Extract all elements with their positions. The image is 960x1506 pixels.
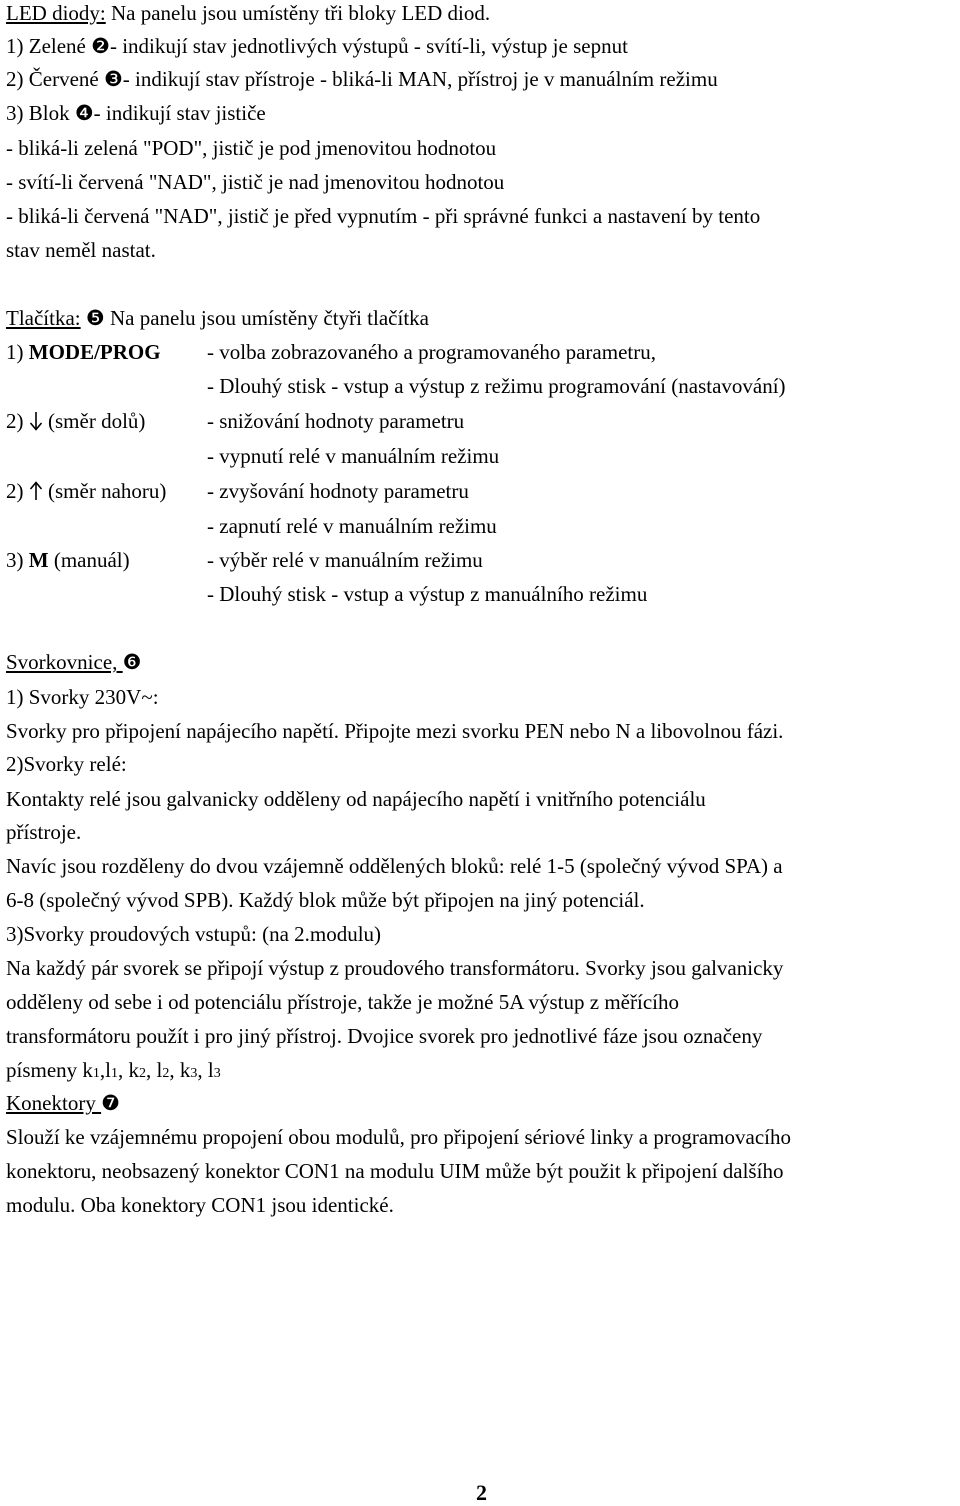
button-1-number: 1)	[6, 340, 29, 364]
led-sub-3-cont: stav neměl nastat.	[6, 238, 156, 262]
button-3-name: (směr nahoru)	[42, 479, 167, 503]
circled-2-icon: ❷	[91, 34, 110, 58]
connectors-desc-1: Slouží ke vzájemnému propojení obou modulů, pro připojení sériové linky a programovacího	[6, 1125, 791, 1149]
terminals-item-3: 3)Svorky proudových vstupů: (na 2.modulu)	[6, 922, 382, 946]
terminal-letter: , l	[197, 1058, 214, 1082]
button-3-number: 2)	[6, 479, 24, 503]
button-1-desc-1: - volba zobrazovaného a programovaného parametru,	[207, 340, 656, 364]
terminals-heading-line	[6, 649, 141, 675]
button-1-label	[6, 339, 161, 365]
led-title: LED diody:	[6, 1, 106, 25]
circled-5-icon: ❺	[85, 306, 105, 330]
led-item-3	[6, 100, 266, 126]
button-2-name: (směr dolů)	[42, 409, 146, 433]
terminal-subscript: 2	[162, 1066, 170, 1081]
terminals-item-1: 1) Svorky 230V~:	[6, 685, 159, 709]
terminal-letters-prefix: písmeny k	[6, 1058, 93, 1082]
button-4-label	[6, 547, 130, 573]
button-4-number: 3)	[6, 548, 29, 572]
button-2-label	[6, 408, 145, 434]
led-sub-2: - svítí-li červená "NAD", jistič je nad jmenovitou hodnotou	[6, 170, 505, 194]
button-3-desc-1: - zvyšování hodnoty parametru	[207, 479, 469, 503]
terminals-item-3-desc-1: Na každý pár svorek se připojí výstup z proudového transformátoru. Svorky jsou galvanicky	[6, 956, 784, 980]
led-item-2-number: 2) Červené	[6, 67, 104, 91]
led-item-3-text: - indikují stav jističe	[93, 101, 266, 125]
led-item-1-number: 1) Zelené	[6, 34, 92, 58]
terminal-letter: ,l	[99, 1058, 112, 1082]
button-4-desc-1: - výběr relé v manuálním režimu	[207, 548, 483, 572]
led-item-1	[6, 33, 628, 59]
button-2-number: 2)	[6, 409, 24, 433]
led-sub-3: - bliká-li červená "NAD", jistič je před vypnutím - při správné funkci a nastavení by tento	[6, 204, 761, 228]
led-intro: Na panelu jsou umístěny tři bloky LED diod.	[105, 1, 491, 25]
terminals-item-3-desc-3: transformátoru použít i pro jiný přístroj. Dvojice svorek pro jednotlivé fáze jsou označeny	[6, 1024, 763, 1048]
button-3-desc-2: - zapnutí relé v manuálním režimu	[207, 514, 497, 538]
led-item-1-text: - indikují stav jednotlivých výstupů - svítí-li, výstup je sepnut	[109, 34, 628, 58]
terminal-subscript: 3	[213, 1066, 221, 1081]
circled-3-icon: ❸	[103, 67, 123, 91]
circled-4-icon: ❹	[74, 101, 94, 125]
terminals-item-2-desc-3: Navíc jsou rozděleny do dvou vzájemně oddělených bloků: relé 1-5 (společný vývod SPA) a	[6, 854, 783, 878]
terminals-item-2: 2)Svorky relé:	[6, 752, 127, 776]
terminals-title: Svorkovnice,	[6, 650, 123, 674]
arrow-down-icon	[29, 411, 43, 431]
button-2-desc-2: - vypnutí relé v manuálním režimu	[207, 444, 500, 468]
terminal-subscript: 1	[111, 1066, 119, 1081]
button-4-key: M	[28, 548, 49, 572]
circled-7-icon: ❼	[101, 1091, 120, 1115]
buttons-heading-line	[6, 305, 429, 331]
terminals-item-2-desc-2: přístroje.	[6, 820, 82, 844]
led-heading-line	[6, 0, 490, 26]
page-number: 2	[476, 1480, 487, 1505]
connectors-desc-3: modulu. Oba konektory CON1 jsou identické.	[6, 1193, 394, 1217]
circled-6-icon: ❻	[122, 650, 142, 674]
button-4-name: (manuál)	[48, 548, 130, 572]
led-item-3-number: 3) Blok	[6, 101, 75, 125]
terminal-letter: , k	[169, 1058, 191, 1082]
terminal-subscript: 3	[190, 1066, 198, 1081]
led-item-2-text: - indikují stav přístroje - bliká-li MAN, přístroj je v manuálním režimu	[122, 67, 718, 91]
terminal-letter: , l	[146, 1058, 163, 1082]
button-1-desc-2: - Dlouhý stisk - vstup a výstup z režimu programování (nastavování)	[207, 374, 786, 398]
terminal-subscript: 1	[92, 1066, 100, 1081]
buttons-intro: Na panelu jsou umístěny čtyři tlačítka	[104, 306, 429, 330]
terminal-letter: , k	[118, 1058, 140, 1082]
button-2-desc-1: - snižování hodnoty parametru	[207, 409, 465, 433]
button-1-name: MODE/PROG	[28, 340, 161, 364]
connectors-title: Konektory	[6, 1091, 102, 1115]
buttons-title: Tlačítka:	[6, 306, 81, 330]
led-item-2	[6, 66, 718, 92]
terminals-item-3-desc-4	[6, 1057, 221, 1087]
connectors-desc-2: konektoru, neobsazený konektor CON1 na modulu UIM může být použit k připojení dalšího	[6, 1159, 784, 1183]
button-4-desc-2: - Dlouhý stisk - vstup a výstup z manuálního režimu	[207, 582, 648, 606]
terminals-item-3-desc-2: odděleny od sebe i od potenciálu přístroje, takže je možné 5A výstup z měřícího	[6, 990, 679, 1014]
terminals-item-2-desc-1: Kontakty relé jsou galvanicky odděleny od napájecího napětí i vnitřního potenciálu	[6, 787, 706, 811]
button-3-label	[6, 478, 166, 504]
terminals-item-1-desc: Svorky pro připojení napájecího napětí. Připojte mezi svorku PEN nebo N a libovolnou fázi.	[6, 719, 784, 743]
terminal-subscript: 2	[139, 1066, 147, 1081]
terminals-item-2-desc-4: 6-8 (společný vývod SPB). Každý blok může být připojen na jiný potenciál.	[6, 888, 645, 912]
led-sub-1: - bliká-li zelená "POD", jistič je pod jmenovitou hodnotou	[6, 136, 497, 160]
arrow-up-icon	[29, 481, 43, 501]
connectors-heading-line	[6, 1090, 120, 1116]
